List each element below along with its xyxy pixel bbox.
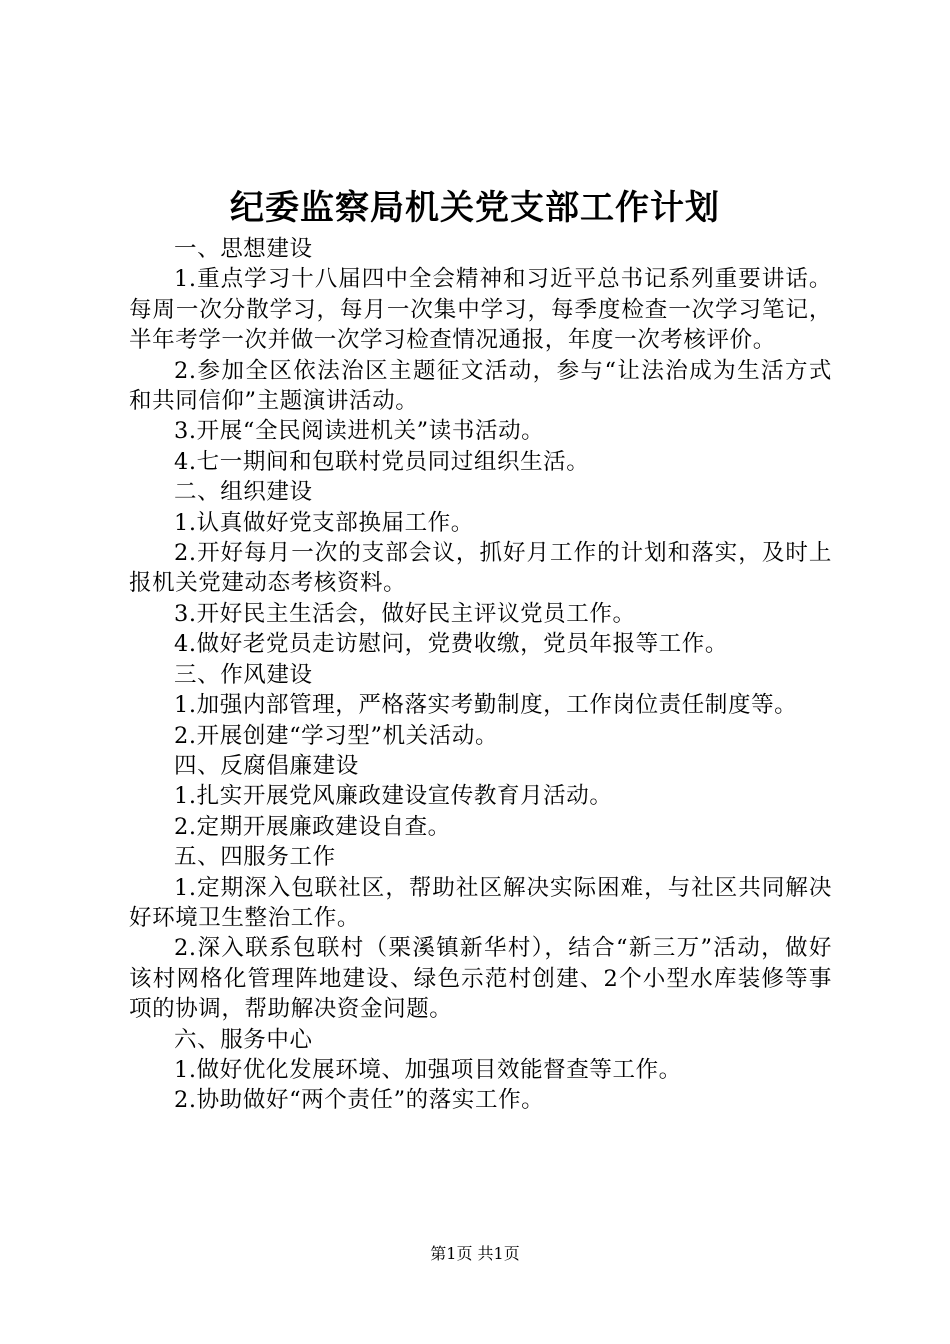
paragraph: 2.定期开展廉政建设自查。 (174, 813, 451, 840)
document-title: 纪委监察局机关党支部工作计划 (230, 188, 720, 228)
paragraph: 2.协助做好“两个责任”的落实工作。 (174, 1087, 545, 1114)
paragraph: 1.扎实开展党风廉政建设宣传教育月活动。 (174, 783, 613, 810)
paragraph: 1.加强内部管理，严格落实考勤制度，工作岗位责任制度等。 (174, 692, 798, 719)
paragraph: 3.开展“全民阅读进机关”读书活动。 (174, 418, 545, 445)
paragraph: 4.做好老党员走访慰问，党费收缴，党员年报等工作。 (174, 631, 728, 658)
paragraph: 1.做好优化发展环境、加强项目效能督查等工作。 (174, 1056, 682, 1083)
section-heading: 五、四服务工作 (174, 844, 336, 871)
section-heading: 六、服务中心 (174, 1026, 313, 1053)
paragraph: 2.开展创建“学习型”机关活动。 (174, 722, 499, 749)
section-heading: 三、作风建设 (174, 661, 313, 688)
paragraph: 4.七一期间和包联村党员同过组织生活。 (174, 448, 590, 475)
paragraph: 3.开好民主生活会，做好民主评议党员工作。 (174, 600, 636, 627)
paragraph: 2.深入联系包联村（栗溪镇新华村），结合“新三万”活动，做好该村网格化管理阵地建设、绿色示范村创建、2个小型水库装修等事项的协调，帮助解决资金问题。 (129, 935, 832, 1023)
section-heading: 四、反腐倡廉建设 (174, 752, 359, 779)
paragraph: 1.认真做好党支部换届工作。 (174, 509, 474, 536)
paragraph: 1.定期深入包联社区，帮助社区解决实际困难，与社区共同解决好环境卫生整治工作。 (129, 874, 832, 931)
section-heading: 一、思想建设 (174, 236, 313, 262)
paragraph: 2.参加全区依法治区主题征文活动，参与“让法治成为生活方式和共同信仰”主题演讲活动。 (129, 357, 832, 415)
document-body (129, 234, 832, 1116)
page-number-footer: 第1页 共1页 (430, 1244, 520, 1263)
paragraph: 1.重点学习十八届四中全会精神和习近平总书记系列重要讲话。每周一次分散学习，每月一次集中学习，每季度检查一次学习笔记，半年考学一次并做一次学习检查情况通报，年度一次考核评价。 (129, 266, 832, 354)
section-heading: 二、组织建设 (174, 479, 313, 506)
paragraph: 2.开好每月一次的支部会议，抓好月工作的计划和落实，及时上报机关党建动态考核资料。 (129, 540, 832, 597)
